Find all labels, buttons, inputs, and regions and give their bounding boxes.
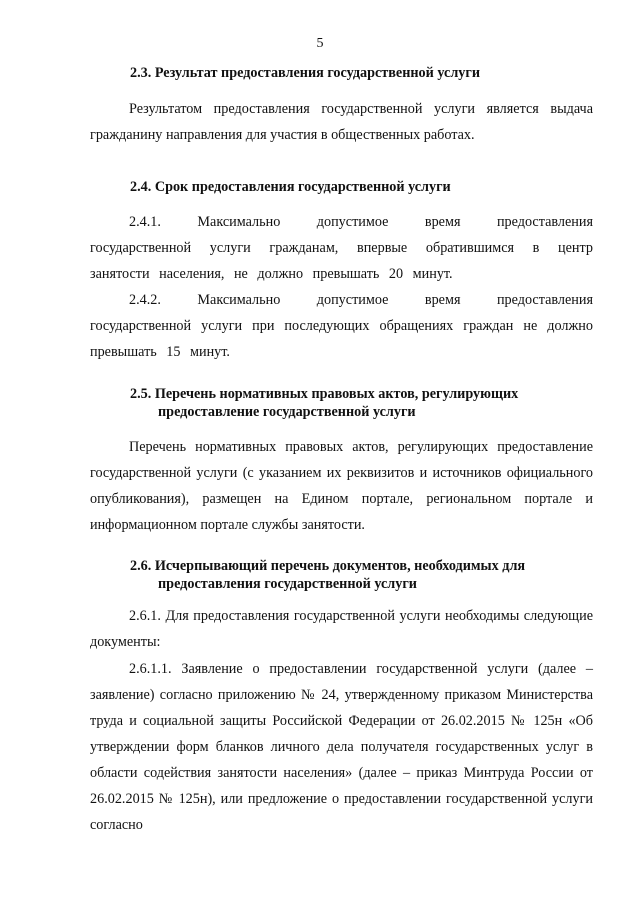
section-2-6-heading-line1: 2.6. Исчерпывающий перечень документов, необходимых для	[130, 558, 526, 574]
section-2-6-heading-line2: предоставления государственной услуги	[158, 576, 417, 592]
section-2-6-1-paragraph: 2.6.1. Для предоставления государственной услуги необходимы следующие документы:	[90, 608, 593, 650]
section-2-5-heading	[130, 385, 590, 421]
page-number: 5	[316, 36, 324, 51]
section-2-3-paragraph: Результатом предоставления государственной услуги является выдача гражданину направления для участия в общественных работах.	[90, 101, 593, 143]
section-2-4-1-paragraph: 2.4.1. Максимально допустимое время предоставления государственной услуги гражданам, впервые обратившимся в центр занятости населения, не должно превышать 20 минут.	[90, 214, 593, 282]
section-2-6-heading	[130, 557, 590, 593]
section-2-5-heading-line1: 2.5. Перечень нормативных правовых актов, регулирующих	[130, 386, 519, 402]
section-2-3-heading: 2.3. Результат предоставления государственной услуги	[130, 65, 481, 81]
section-2-4-2-paragraph: 2.4.2. Максимально допустимое время предоставления государственной услуги при последующих обращениях граждан не должно превышать 15 минут.	[90, 292, 593, 360]
section-2-6-1-1-paragraph: 2.6.1.1. Заявление о предоставлении государственной услуги (далее – заявление) согласно приложению № 24, утвержденному приказом Министерства труда и социальной защиты Российской Федерации от 26.02.2015 № 125н «Об утверждении форм бланков личного дела получателя государственных услуг в области содействия занятости населения» (далее – приказ Минтруда России от 26.02.2015 № 125н), или предложение о предоставлении государственной услуги согласно	[90, 661, 593, 833]
section-2-4-heading: 2.4. Срок предоставления государственной услуги	[130, 179, 451, 195]
section-2-5-paragraph: Перечень нормативных правовых актов, регулирующих предоставление государственной услуги (с указанием их реквизитов и источников официального опубликования), размещен на Едином портале, региональном портале и информационном портале службы занятости.	[90, 439, 593, 533]
section-2-5-heading-line2: предоставление государственной услуги	[158, 404, 416, 420]
